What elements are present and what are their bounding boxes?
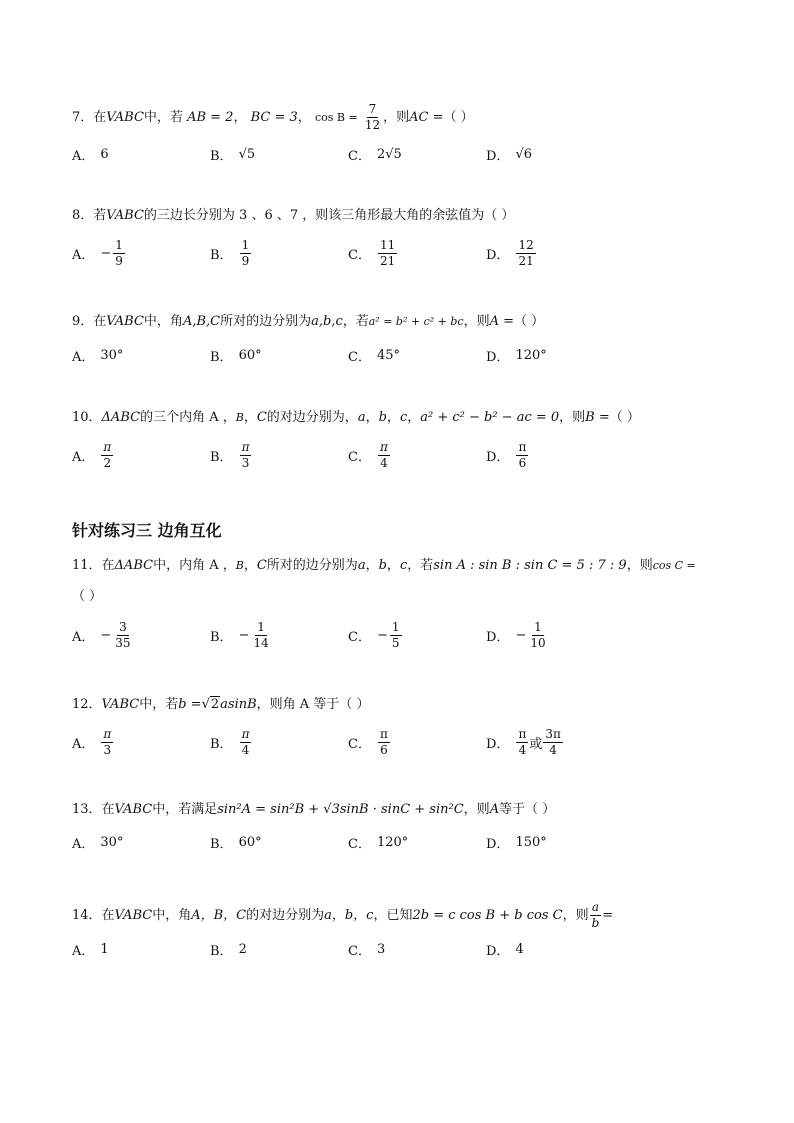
q14-sides: a，b，c (324, 908, 374, 923)
option-value: 1 (100, 941, 109, 957)
fraction-den: 2 (103, 455, 112, 470)
option-label: B． (210, 349, 233, 365)
option-label: C． (348, 247, 371, 263)
q8-text: 的三边长分别为 3 、6 、7 ，则该三角形最大角的余弦值为（ ） (143, 208, 515, 223)
q7-prefix: 7．在 (72, 110, 107, 125)
q11-option-d[interactable] (486, 620, 549, 650)
fraction-num: π (103, 726, 112, 741)
option-label: A． (72, 247, 95, 263)
q11-ask: cos C = (652, 559, 696, 572)
q13-option-c[interactable] (348, 827, 408, 857)
option-label: D． (486, 247, 510, 263)
q14-prefix: 14．在 (72, 908, 115, 923)
option-label: B． (210, 836, 233, 852)
q11-paren: （ ） (72, 589, 103, 604)
fraction-den: b (591, 916, 600, 930)
fraction-den: 10 (530, 635, 546, 650)
q11-sep: ， (386, 558, 400, 573)
option-sign: − (100, 245, 112, 261)
q9-angles: A,B,C (182, 314, 221, 329)
option-fraction (390, 621, 402, 650)
option-sign: − (515, 627, 527, 643)
q12-triangle: VABC (101, 697, 140, 712)
q10-text: 的三个内角 A ， (140, 410, 236, 425)
q12-radicand: 2 (210, 697, 220, 712)
fraction-num: 11 (379, 237, 396, 252)
q7-bc: BC = 3 (250, 110, 298, 125)
question-7 (72, 103, 474, 132)
option-label: B． (210, 449, 233, 465)
q10-sep: ， (407, 410, 421, 425)
option-label: C． (348, 836, 371, 852)
option-fraction (240, 441, 252, 470)
q10-option-b[interactable] (210, 440, 252, 470)
q9-option-a[interactable] (72, 340, 123, 370)
fraction-num: π (103, 439, 112, 454)
q11-side-b: b (378, 558, 387, 573)
q12-text: ，则角 A 等于（ ） (256, 697, 370, 712)
q13-options (72, 827, 732, 857)
q10-side-b: b (378, 410, 387, 425)
q14-ask-eq: = (602, 908, 614, 923)
q11-text: ， (243, 558, 257, 573)
q11-side-c: c (399, 558, 408, 573)
fraction-num: π (379, 726, 388, 741)
option-label: C． (348, 629, 371, 645)
option-label: A． (72, 629, 95, 645)
q10-option-c[interactable] (348, 440, 391, 470)
option-label: B． (210, 148, 233, 164)
q7-cos-lhs: cos B = (314, 111, 358, 124)
q9-text: 中，角 (143, 314, 183, 329)
option-value: 30° (100, 347, 124, 363)
q12-options (72, 727, 732, 757)
fraction-den: 4 (380, 455, 388, 470)
q10-options (72, 440, 732, 470)
q7-paren: （ ） (443, 110, 474, 125)
q10-option-a[interactable] (72, 440, 114, 470)
q12-prefix: 12． (72, 697, 102, 712)
fraction-den: 21 (518, 253, 534, 268)
option-fraction (516, 239, 535, 268)
q14-ask-fraction (590, 901, 602, 930)
fraction-num: 1 (534, 619, 542, 634)
option-label: B． (210, 736, 233, 752)
q13-option-b[interactable] (210, 827, 262, 857)
question-10 (72, 409, 640, 427)
q9-option-c[interactable] (348, 340, 400, 370)
fraction-num: a (591, 900, 600, 914)
q14-option-d[interactable] (486, 934, 524, 964)
option-fraction (378, 239, 397, 268)
q9-ask: A = (489, 314, 515, 329)
option-value: 150° (515, 834, 547, 850)
option-fraction (240, 239, 252, 268)
q8-option-b[interactable] (210, 238, 252, 268)
option-value: √5 (238, 146, 256, 162)
option-fraction (240, 728, 252, 757)
option-fraction (516, 441, 528, 470)
question-11 (72, 557, 696, 575)
q7-tail: ，则 (383, 110, 410, 125)
q12-option-d[interactable] (486, 727, 564, 757)
fraction-num: 1 (241, 237, 250, 252)
q13-option-d[interactable] (486, 827, 547, 857)
fraction-num: π (379, 439, 388, 454)
q10-sep: ， (365, 410, 379, 425)
option-fraction-2 (543, 728, 563, 757)
fraction-den: 6 (518, 455, 527, 470)
q7-option-a[interactable] (72, 139, 109, 169)
fraction-den: 4 (549, 742, 557, 757)
fraction-den: 4 (241, 742, 250, 757)
q13-prefix: 13．在 (72, 802, 115, 817)
option-fraction (101, 728, 113, 757)
q10-side-a: a (357, 410, 366, 425)
q14-equation: 2b = c cos B + b cos C (412, 908, 563, 923)
q13-text: ，则 (463, 802, 490, 817)
q9-text: ，则 (463, 314, 490, 329)
fraction-num: π (518, 439, 527, 454)
option-label: A． (72, 836, 95, 852)
section-title: 针对练习三 边角互化 (72, 521, 222, 540)
option-value: 120° (376, 834, 409, 850)
option-label: A． (72, 736, 95, 752)
q11-equation: sin A : sin B : sin C = 5 : 7 : 9 (433, 558, 627, 573)
q9-text: 所对的边分别为 (220, 314, 312, 329)
option-label: D． (486, 629, 510, 645)
option-fraction (101, 441, 113, 470)
option-label: C． (348, 943, 371, 959)
fraction-den: 21 (379, 253, 396, 268)
q9-triangle: VABC (106, 314, 144, 329)
option-label: D． (486, 943, 510, 959)
q7-option-d[interactable] (486, 139, 532, 169)
fraction-den: 9 (241, 253, 250, 268)
fraction-den: 5 (391, 635, 400, 650)
q10-paren: （ ） (609, 410, 640, 425)
option-fraction (378, 441, 390, 470)
q12-eq-rhs: asinB (220, 697, 257, 712)
option-fraction (378, 728, 390, 757)
q11-options (72, 620, 732, 650)
q12-option-a[interactable] (72, 727, 114, 757)
option-fraction (528, 621, 547, 650)
option-label: C． (348, 349, 371, 365)
q11-text: 中，内角 A ， (153, 558, 236, 573)
q7-sep: ， (297, 110, 311, 125)
q8-option-a[interactable] (72, 238, 126, 268)
q11-triangle: ΔABC (114, 558, 154, 573)
fraction-num: 1 (115, 237, 123, 252)
q11-text: 所对的边分别为 (266, 558, 358, 573)
q12-option-b[interactable] (210, 727, 252, 757)
option-label: D． (486, 449, 510, 465)
option-sign: − (100, 627, 112, 643)
q14-text: ，已知 (373, 908, 413, 923)
option-label: C． (348, 148, 371, 164)
option-sign: − (376, 627, 388, 643)
q7-ac: AC = (409, 110, 444, 125)
q10-text: ， (243, 410, 257, 425)
question-14 (72, 901, 613, 930)
option-label: A． (72, 148, 95, 164)
option-label: A． (72, 349, 95, 365)
option-value: 2 (238, 941, 247, 957)
q11-option-c[interactable] (348, 620, 403, 650)
q13-equation: sin²A = sin²B + √3sinB · sinC + sin²C (217, 802, 464, 817)
option-fraction (251, 621, 270, 650)
q11-c: C (256, 558, 267, 573)
q9-paren: （ ） (514, 314, 545, 329)
question-8 (72, 207, 514, 225)
q11-side-a: a (357, 558, 366, 573)
q9-option-b[interactable] (210, 340, 262, 370)
q10-c: C (256, 410, 267, 425)
q7-cos-fraction (363, 103, 382, 132)
q10-side-c: c (399, 410, 408, 425)
fraction-den: 9 (115, 253, 123, 268)
q12-eq-lhs: b = (178, 697, 202, 712)
q7-option-b[interactable] (210, 139, 255, 169)
q9-prefix: 9．在 (72, 314, 107, 329)
fraction-den: 3 (241, 455, 250, 470)
q10-triangle: ΔABC (101, 410, 141, 425)
q9-options (72, 340, 732, 370)
option-fraction (516, 728, 528, 757)
question-13 (72, 801, 555, 819)
q9-text: ，若 (342, 314, 369, 329)
q11-sep: ， (365, 558, 379, 573)
q7-ab: AB = 2 (187, 110, 234, 125)
q11-prefix: 11．在 (72, 558, 115, 573)
q14-options (72, 934, 732, 964)
fraction-num: 1 (257, 619, 265, 634)
option-label: A． (72, 943, 95, 959)
q14-text: 的对边分别为 (246, 908, 325, 923)
q7-cos-num: 7 (368, 102, 377, 116)
option-value: √6 (515, 146, 532, 162)
option-label: B． (210, 629, 233, 645)
q10-text: 的对边分别为， (266, 410, 358, 425)
q10-option-d[interactable] (486, 440, 529, 470)
fraction-num: π (518, 726, 527, 741)
fraction-den: 6 (380, 742, 388, 757)
option-label: B． (210, 943, 233, 959)
option-value: 3 (376, 941, 386, 957)
fraction-num: π (241, 726, 250, 741)
fraction-den: 14 (253, 635, 269, 650)
q12-sqrt: √2 (201, 697, 220, 712)
fraction-den: 4 (518, 742, 527, 757)
option-value: 60° (238, 834, 262, 850)
fraction-num: 3 (119, 619, 127, 634)
option-label: C． (348, 736, 371, 752)
question-12 (72, 696, 369, 714)
q14-text: ，则 (562, 908, 589, 923)
q8-prefix: 8．若 (72, 208, 107, 223)
q8-options (72, 238, 732, 268)
option-value: 30° (100, 834, 124, 850)
question-11-paren (72, 588, 102, 606)
q11-option-a[interactable] (72, 620, 134, 650)
q13-text: 等于（ ） (499, 802, 556, 817)
q7-triangle: VABC (106, 110, 144, 125)
q10-b: B (235, 411, 244, 424)
q10-text: ，则 (559, 410, 586, 425)
option-value: 120° (515, 347, 547, 363)
option-value: 6 (100, 146, 109, 162)
q13-ask: A (489, 802, 500, 817)
fraction-num: 1 (391, 619, 400, 634)
q9-option-d[interactable] (486, 340, 547, 370)
option-label: D． (486, 148, 510, 164)
option-label: D． (486, 836, 510, 852)
fraction-den: 35 (115, 635, 131, 650)
fraction-num: 12 (518, 237, 534, 252)
option-sign: − (238, 627, 250, 643)
option-fraction (113, 621, 132, 650)
option-label: D． (486, 736, 510, 752)
fraction-den: 3 (103, 742, 112, 757)
q13-text: 中，若满足 (152, 802, 218, 817)
option-label: C． (348, 449, 371, 465)
question-9 (72, 313, 544, 331)
fraction-num: 3π (545, 726, 561, 741)
q14-triangle: VABC (114, 908, 153, 923)
q11-text: ，若 (407, 558, 434, 573)
q14-option-c[interactable] (348, 934, 385, 964)
q7-cos-den: 12 (364, 118, 381, 132)
q11-text: ，则 (626, 558, 653, 573)
q14-option-b[interactable] (210, 934, 247, 964)
q13-triangle: VABC (114, 802, 153, 817)
q7-options (72, 139, 732, 169)
fraction-num: π (241, 439, 250, 454)
option-conjunction: 或 (529, 736, 543, 752)
q7-sep: ， (233, 110, 247, 125)
option-value: 2√5 (376, 146, 402, 162)
q8-option-c[interactable] (348, 238, 398, 268)
q10-ask: B = (585, 410, 610, 425)
q8-triangle: VABC (106, 208, 144, 223)
option-value: 60° (238, 347, 262, 363)
option-label: D． (486, 349, 510, 365)
q11-option-b[interactable] (210, 620, 272, 650)
q11-b: B (235, 559, 244, 572)
q12-option-c[interactable] (348, 727, 391, 757)
q14-text: 中，角 (152, 908, 192, 923)
q7-option-c[interactable] (348, 139, 402, 169)
q9-sides: a,b,c (311, 314, 343, 329)
option-label: B． (210, 247, 233, 263)
q12-text: 中，若 (139, 697, 179, 712)
q8-option-d[interactable] (486, 238, 537, 268)
option-value: 45° (376, 347, 400, 363)
option-fraction (113, 239, 125, 268)
q13-option-a[interactable] (72, 827, 123, 857)
q10-prefix: 10． (72, 410, 102, 425)
q14-option-a[interactable] (72, 934, 109, 964)
q7-text: 中，若 (143, 110, 183, 125)
option-label: A． (72, 449, 95, 465)
option-value: 4 (515, 941, 524, 957)
q10-equation: a² + c² − b² − ac = 0 (420, 410, 560, 425)
q9-equation: a² = b² + c² + bc (368, 315, 464, 328)
q10-sep: ， (386, 410, 400, 425)
q14-angles: A，B，C (191, 908, 247, 923)
